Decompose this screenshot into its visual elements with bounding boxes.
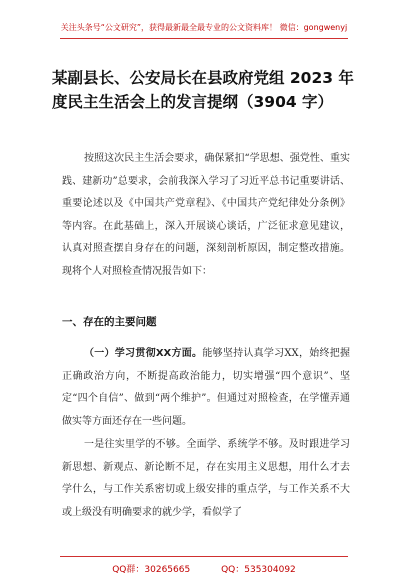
qq-group-number: QQ群：30265665 xyxy=(112,565,191,575)
subsection-label: （一）学习贯彻XX方面。 xyxy=(84,348,203,359)
subsection-text: 能够坚持认真学习XX，始终把握正确政治方向，不断提高政治能力，切实增强“四个意识”、坚定“四个自信”、做到“两个维护”。但通过对照检查，在学懂弄通做实等方面还存在一些问题。 xyxy=(62,348,350,427)
header-divider xyxy=(60,38,348,39)
qq-number: QQ：535304092 xyxy=(221,565,296,575)
subsection-paragraph xyxy=(62,343,350,433)
point-one-paragraph: 一是往实里学的不够。全面学、系统学不够。及时跟进学习新思想、新观点、新论断不足，存在实用主义思想，用什么才去学什么，与工作关系密切或上级安排的重点学，与工作关系不大或上级没有明确要求的就少学，看似学了 xyxy=(62,439,350,518)
document-title: 某副县长、公安局长在县政府党组 2023 年度民主生活会上的发言提纲（3904 字） xyxy=(52,69,354,111)
intro-paragraph: 按照这次民主生活会要求，确保紧扣“学思想、强党性、重实践、建新功”总要求，会前我深入学习了习近平总书记重要讲话、重要论述以及《中国共产党章程》、《中国共产党纪律处分条例》等内容。在此基础上，深入开展谈心谈话，广泛征求意见建议，认真对照查摆自身存在的问题，深刻剖析原因，制定整改措施。现将个人对照检查情况报告如下： xyxy=(62,153,350,277)
section-heading: 一、存在的主要问题 xyxy=(62,316,157,328)
promo-banner: 关注头条号“公文研究”，获得最新最全最专业的公文资料库！ 微信：gongwenyj xyxy=(60,23,348,32)
footer-contacts xyxy=(0,562,408,575)
footer-divider xyxy=(60,556,348,557)
